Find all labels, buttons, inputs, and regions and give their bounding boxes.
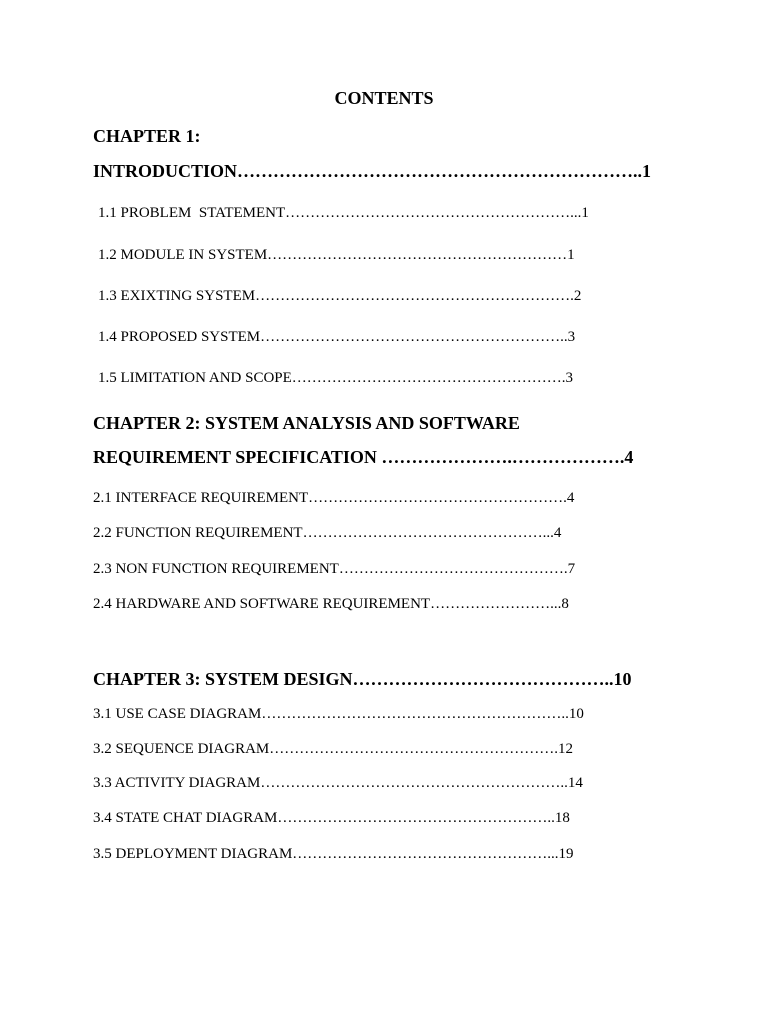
toc-entry-2-1: 2.1 INTERFACE REQUIREMENT…………………………………………….4: [93, 490, 575, 506]
toc-entry-2-4: 2.4 HARDWARE AND SOFTWARE REQUIREMENT……………………...8: [93, 596, 569, 612]
chapter-1-heading: CHAPTER 1:: [93, 126, 201, 146]
chapter-3-heading: CHAPTER 3: SYSTEM DESIGN……………………………………..10: [93, 669, 632, 689]
toc-entry-2-2: 2.2 FUNCTION REQUIREMENT…………………………………………...4: [93, 525, 562, 541]
toc-entry-1-3: 1.3 EXIXTING SYSTEM……………………………………………………….2: [98, 288, 582, 304]
toc-entry-3-1: 3.1 USE CASE DIAGRAM……………………………………………………..10: [93, 706, 584, 722]
toc-entry-3-5: 3.5 DEPLOYMENT DIAGRAM……………………………………………...19: [93, 846, 574, 862]
toc-entry-3-3: 3.3 ACTIVITY DIAGRAM……………………………………………………..14: [93, 775, 583, 791]
toc-entry-2-3: 2.3 NON FUNCTION REQUIREMENT……………………………………….7: [93, 561, 576, 577]
toc-entry-1-5: 1.5 LIMITATION AND SCOPE……………………………………………….3: [98, 370, 574, 386]
chapter-2-heading-line-1: CHAPTER 2: SYSTEM ANALYSIS AND SOFTWARE: [93, 413, 520, 433]
toc-entry-3-2: 3.2 SEQUENCE DIAGRAM………………………………………………….12: [93, 741, 573, 757]
toc-entry-1-1: 1.1 PROBLEM STATEMENT…………………………………………………...1: [98, 205, 589, 221]
contents-title: CONTENTS: [334, 88, 434, 108]
chapter-1-introduction: INTRODUCTION…………………………………………………………..1: [93, 161, 652, 181]
toc-entry-3-4: 3.4 STATE CHAT DIAGRAM………………………………………………..18: [93, 810, 570, 826]
toc-entry-1-4: 1.4 PROPOSED SYSTEM……………………………………………………..3: [98, 329, 576, 345]
toc-entry-1-2: 1.2 MODULE IN SYSTEM……………………………………………………1: [98, 247, 575, 263]
chapter-2-heading-line-2: REQUIREMENT SPECIFICATION ………………….……………….4: [93, 447, 634, 467]
